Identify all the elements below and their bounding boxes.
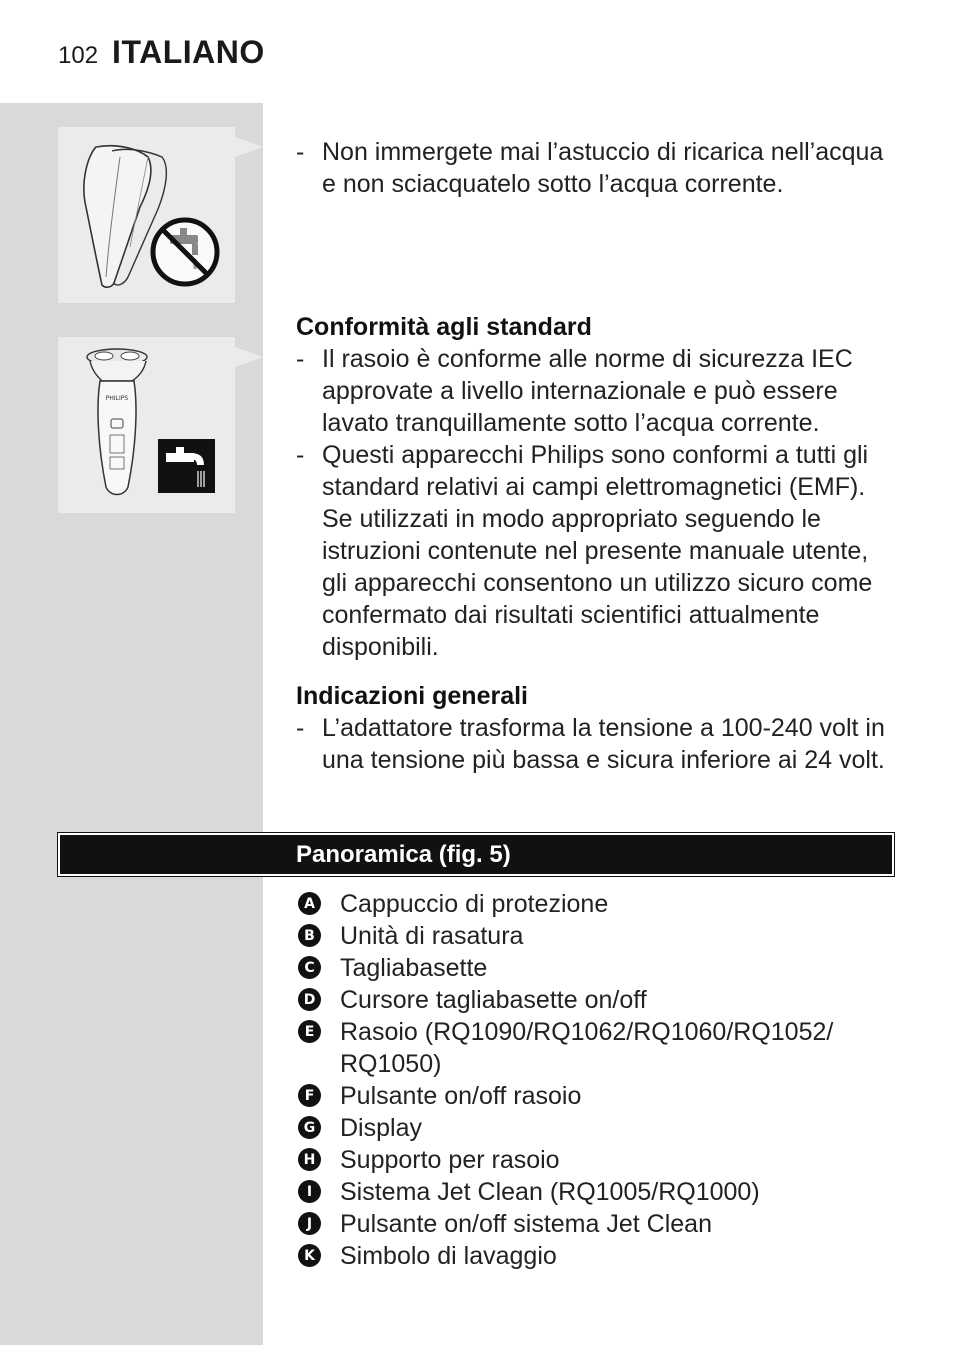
part-item [296,888,900,920]
shaver-illustration [58,337,235,513]
part-label: Cursore tagliabasette on/off [340,986,647,1014]
overview-header-bar [58,833,894,876]
page-number: 102 [58,42,99,69]
part-letter-badge: I [298,1180,321,1203]
figure-shaver [58,337,235,513]
part-letter-badge: A [298,892,321,915]
part-letter-badge: E [298,1020,321,1043]
part-label: Pulsante on/off sistema Jet Clean [340,1210,712,1238]
part-item [296,1144,900,1176]
part-letter-badge: K [298,1244,321,1267]
part-letter-badge: J [298,1212,321,1235]
no-water-icon [153,220,217,284]
part-letter-badge: C [298,956,321,979]
overview-title: Panoramica (fig. 5) [296,841,511,868]
part-label: Unità di rasatura [340,922,524,950]
section-heading: Conformità agli standard [296,313,592,341]
list-item: - L’adattatore trasforma la tensione a 100-240 volt in una tensione più bassa e sicura inferiore ai 24 volt. [296,714,885,774]
section-heading: Indicazioni generali [296,682,528,710]
washable-icon [158,439,215,493]
part-letter-badge: B [298,924,321,947]
part-label: Simbolo di lavaggio [340,1242,557,1270]
figure-pointer [235,347,263,367]
part-label: Display [340,1114,422,1142]
part-item [296,984,900,1016]
part-letter-badge: D [298,988,321,1011]
part-item [296,1112,900,1144]
language-title: ITALIANO [112,34,265,70]
list-item: - Questi apparecchi Philips sono conformi a tutti gli standard relativi ai campi elettromagnetici (EMF). Se utilizzati in modo appropriato seguendo le istruzioni contenute nel presente manuale utente, gli apparecchi consentono un utilizzo sicuro come confermato dai risultati scientifici attualmente disponibili. [296,441,873,661]
part-label: Tagliabasette [340,954,488,982]
part-item [296,920,900,952]
shaver-brand-text: PHILIPS [105,395,129,402]
part-label: Pulsante on/off rasoio [340,1082,582,1110]
part-item [296,1016,900,1080]
part-letter-badge: F [298,1084,321,1107]
general-section [296,680,900,776]
parts-list [296,888,900,1272]
part-letter-badge: H [298,1148,321,1171]
list-item: - Il rasoio è conforme alle norme di sicurezza IEC approvate a livello internazionale e può essere lavato tranquillamente sotto l’acqua corrente. [296,345,853,437]
part-item [296,1176,900,1208]
pouch-warning-block [296,136,900,200]
part-item [296,1240,900,1272]
part-item [296,1080,900,1112]
part-label: Sistema Jet Clean (RQ1005/RQ1000) [340,1178,760,1206]
list-item: - Non immergete mai l’astuccio di ricarica nell’acqua e non sciacquatelo sotto l’acqua corrente. [296,138,884,198]
part-label: Rasoio (RQ1090/RQ1062/RQ1060/RQ1052/ RQ1050) [340,1018,834,1078]
part-item [296,952,900,984]
part-item [296,1208,900,1240]
compliance-section [296,311,900,663]
part-label: Supporto per rasoio [340,1146,560,1174]
part-label: Cappuccio di protezione [340,890,609,918]
figure-pointer [235,137,263,157]
charging-pouch-illustration [58,127,235,303]
page-header [58,34,265,71]
part-letter-badge: G [298,1116,321,1139]
figure-charging-pouch [58,127,235,303]
